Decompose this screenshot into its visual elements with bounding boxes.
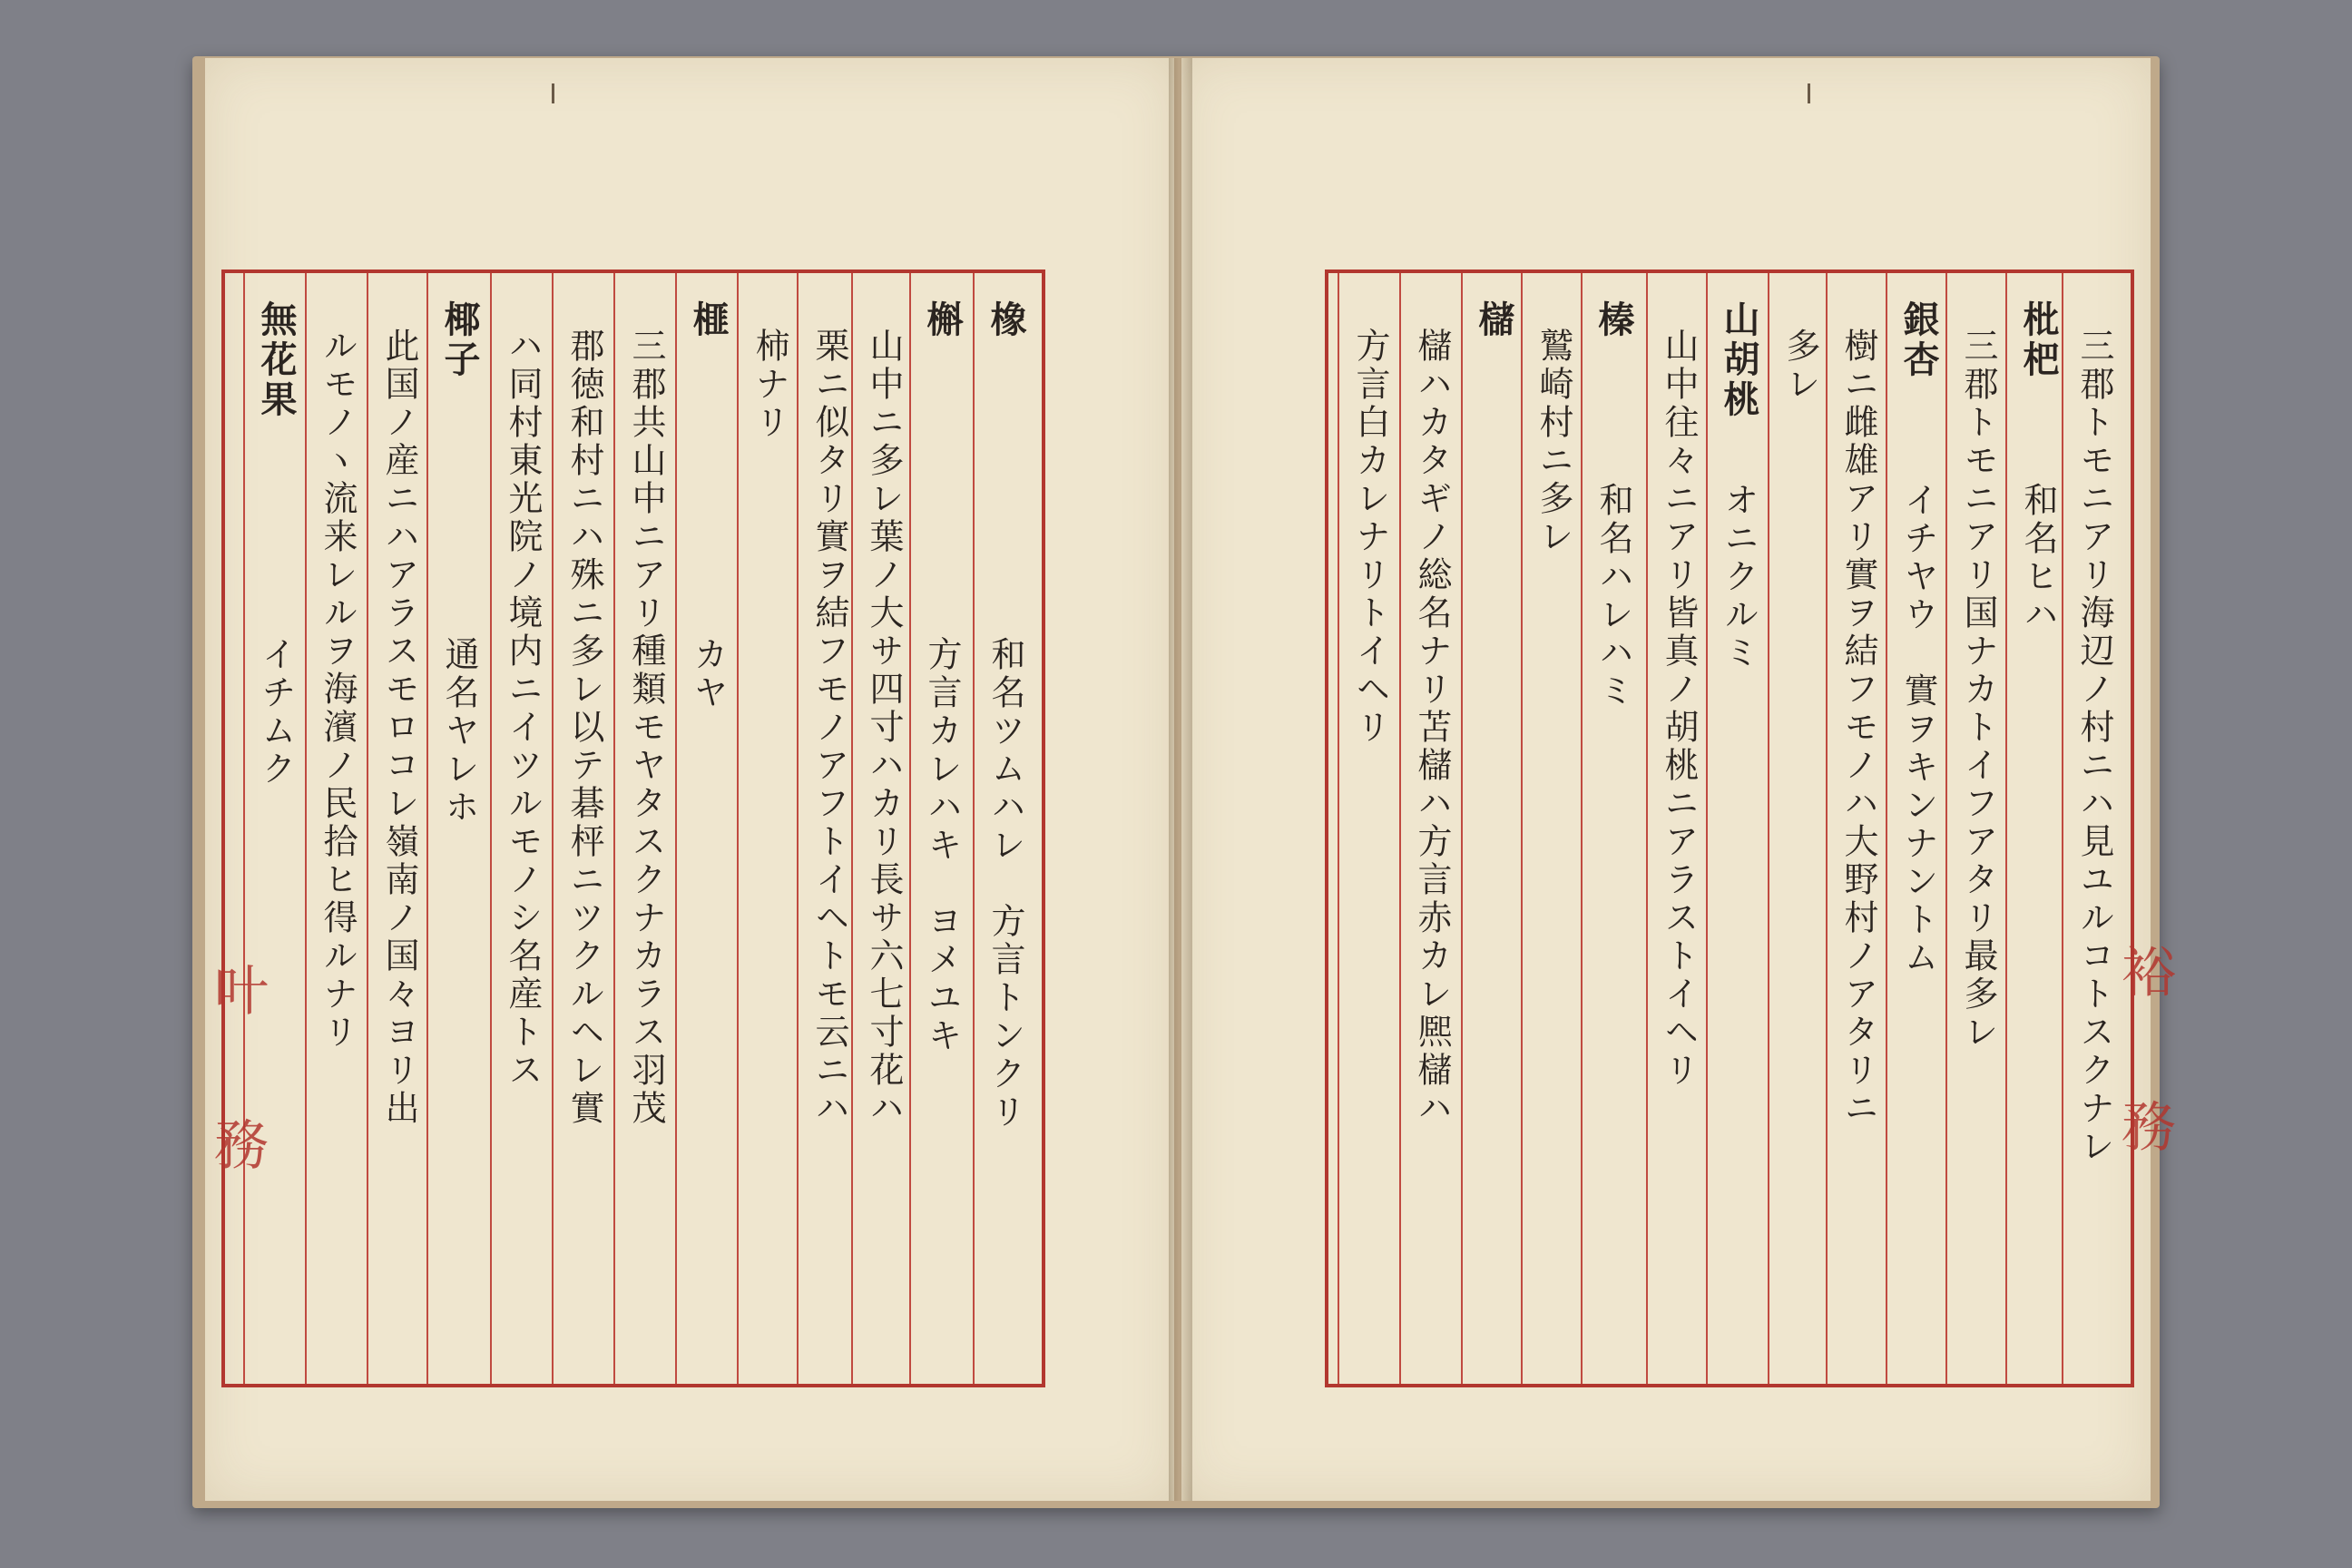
entry-heading: 無花果 xyxy=(255,300,297,420)
entry-text: 多レ xyxy=(1780,328,1820,404)
entry-heading: 櫧 xyxy=(1473,300,1514,340)
book-gutter xyxy=(1169,58,1192,1501)
entry-text: 山中ニ多レ葉ノ大サ四寸ハカリ長サ六七寸花ハ xyxy=(864,328,904,1128)
entry-text: 櫧ハカタギノ総名ナリ苫櫧ハ方言赤カレ熈櫧ハ xyxy=(1412,328,1452,1128)
entry-text: 三郡トモニアリ海辺ノ村ニハ見ユルコトスクナレ xyxy=(2074,328,2114,1166)
entry-text: 柿ナリ xyxy=(750,328,789,442)
entry-text: 三郡トモニアリ国ナカトイフアタリ最多レ xyxy=(1958,328,1998,1052)
entry-text: 通名ヤレホ xyxy=(439,636,479,827)
entry-text: 方言カレハキ ヨメユキ xyxy=(922,636,962,1055)
paper-mark xyxy=(1808,83,1810,103)
entry-text: オニクルミ xyxy=(1719,482,1759,672)
entry-heading: 椰子 xyxy=(438,300,480,380)
paper-mark xyxy=(552,83,554,103)
entry-text: ハ同村東光院ノ境内ニイツルモノシ名産トス xyxy=(503,328,543,1090)
entry-heading: 銀杏 xyxy=(1897,300,1939,380)
entry-text: 此国ノ産ニハアラスモロコレ嶺南ノ国々ヨリ出 xyxy=(379,328,419,1128)
entry-text: 和名ハレハミ xyxy=(1593,482,1633,710)
entry-text: イチムク xyxy=(256,636,296,789)
entry-heading: 榧 xyxy=(687,300,729,340)
red-seal-left: 叶 務 xyxy=(205,962,269,1189)
entry-text: 栗ニ似タリ實ヲ結フモノアフトイヘトモ云ニハ xyxy=(809,328,849,1128)
entry-heading: 枇杷 xyxy=(2017,300,2059,380)
entry-heading: 槲 xyxy=(921,300,963,340)
entry-heading: 榛 xyxy=(1592,300,1634,340)
red-seal-right: 裕 務 xyxy=(2112,944,2176,1171)
entry-text: 山中往々ニアリ皆真ノ胡桃ニアラストイヘリ xyxy=(1659,328,1699,1090)
entry-text: ルモノヽ流来レルヲ海濱ノ民拾ヒ得ルナリ xyxy=(318,328,358,1052)
entry-text: イチヤウ 實ヲキンナントム xyxy=(1898,482,1938,977)
entry-text: 鷲崎村ニ多レ xyxy=(1534,328,1573,556)
entry-text: 三郡共山中ニアリ種類モヤタスクナカラス羽茂 xyxy=(626,328,666,1128)
entry-text: 和名ヒハ xyxy=(2018,482,2058,634)
entry-text: 樹ニ雌雄アリ實ヲ結フモノハ大野村ノアタリニ xyxy=(1838,328,1878,1128)
entry-text: カヤ xyxy=(688,636,728,712)
entry-text: 方言白カレナリトイヘリ xyxy=(1350,328,1390,747)
entry-heading: 橡 xyxy=(985,300,1026,340)
entry-text: 和名ツムハレ 方言トンクリ xyxy=(985,636,1025,1132)
entry-heading: 山胡桃 xyxy=(1718,300,1759,420)
entry-text: 郡徳和村ニハ殊ニ多レ以テ碁枰ニツクルヘレ實 xyxy=(564,328,604,1128)
